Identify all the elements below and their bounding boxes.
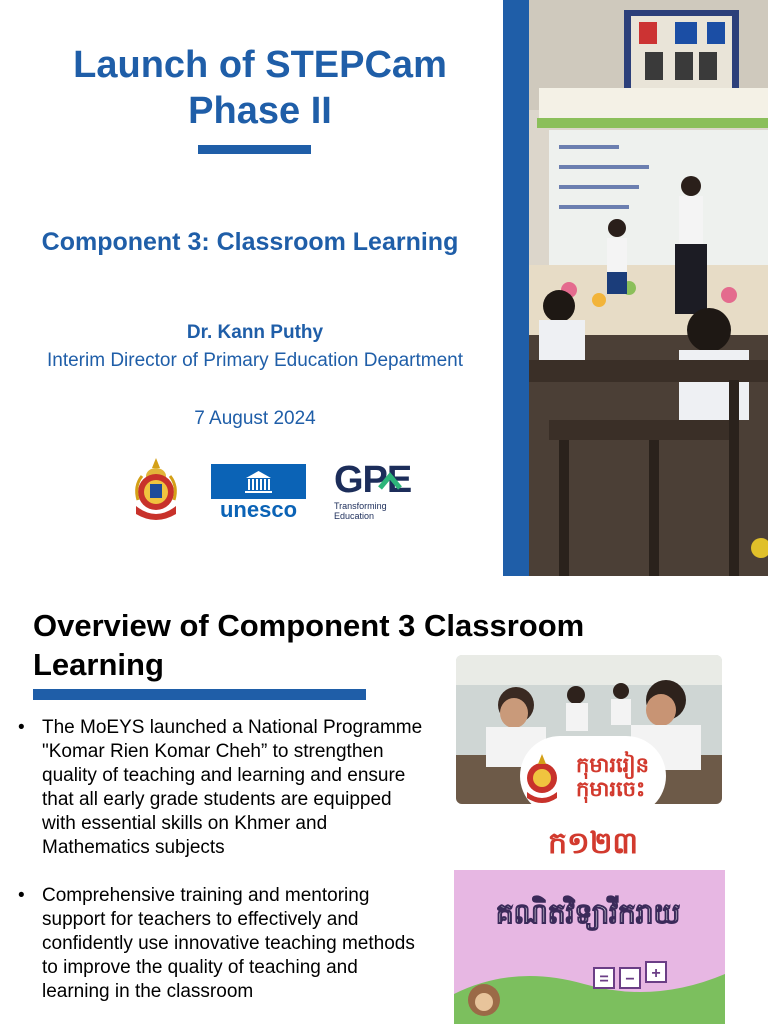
presentation-date: 7 August 2024: [194, 408, 316, 429]
presenter-name: Dr. Kann Puthy: [186, 322, 324, 343]
bullet-marker: •: [18, 717, 25, 738]
moeys-emblem-logo: [132, 456, 180, 522]
unesco-wordmark: unesco: [219, 497, 298, 522]
gpe-tagline: [334, 501, 387, 521]
math-book-title: គណិតវិទ្យាវីករាយ: [495, 898, 681, 929]
bullet-item: [18, 884, 428, 1004]
slide-title: [0, 42, 520, 134]
overview-title-line-2: Learning: [33, 647, 164, 682]
bullet-item: [18, 716, 428, 860]
grade-badge: ក១២៣: [547, 827, 639, 860]
svg-text:=: =: [599, 971, 609, 988]
gpe-wordmark: GPE: [334, 459, 412, 501]
bullet-text: Comprehensive training and mentoring support for teachers to effectively and confidently use innovative teaching methods to improve the quality of teaching and learning in the classroom: [42, 885, 415, 1002]
bullet-marker: •: [18, 885, 25, 906]
title-underline: [198, 145, 311, 154]
unesco-logo-block: [211, 464, 306, 499]
classroom-photo-image: [529, 0, 768, 576]
overview-title-underline: [33, 689, 366, 700]
gpe-tagline-line-2: Education: [334, 511, 375, 521]
gpe-tagline-line-1: Transforming: [334, 501, 387, 511]
gpe-chevron-icon: [378, 470, 402, 492]
photo-side-stripe: [503, 0, 529, 576]
svg-text:−: −: [625, 971, 635, 988]
bullet-text: The MoEYS launched a National Programme "Komar Rien Komar Cheh” to strengthen quality of teaching and learning and ensure that all early grade students are equipped with essential skills on Khmer and Mathematics subjects: [42, 717, 423, 858]
overview-slide: [0, 576, 768, 1024]
komar-rien-line-2: កុមារចេះ: [576, 778, 646, 801]
slide-subtitle: Component 3: Classroom Learning: [41, 228, 459, 256]
svg-text:+: +: [651, 965, 661, 982]
presenter-role: Interim Director of Primary Education Department: [46, 350, 464, 371]
title-line-1: Launch of STEPCam: [73, 44, 447, 86]
komar-rien-text: [576, 754, 649, 802]
classroom-photo: [529, 0, 768, 576]
moeys-small-emblem-icon: [524, 752, 560, 804]
overview-bullet-list: [18, 716, 428, 1024]
math-book-cover: [454, 870, 725, 1024]
komar-rien-line-1: កុមាររៀន: [576, 754, 649, 777]
overview-title-line-1: Overview of Component 3 Classroom: [33, 608, 585, 643]
unesco-temple-icon: [211, 464, 306, 499]
math-book-illustration: [454, 954, 725, 1024]
title-line-2: Phase II: [188, 90, 332, 132]
